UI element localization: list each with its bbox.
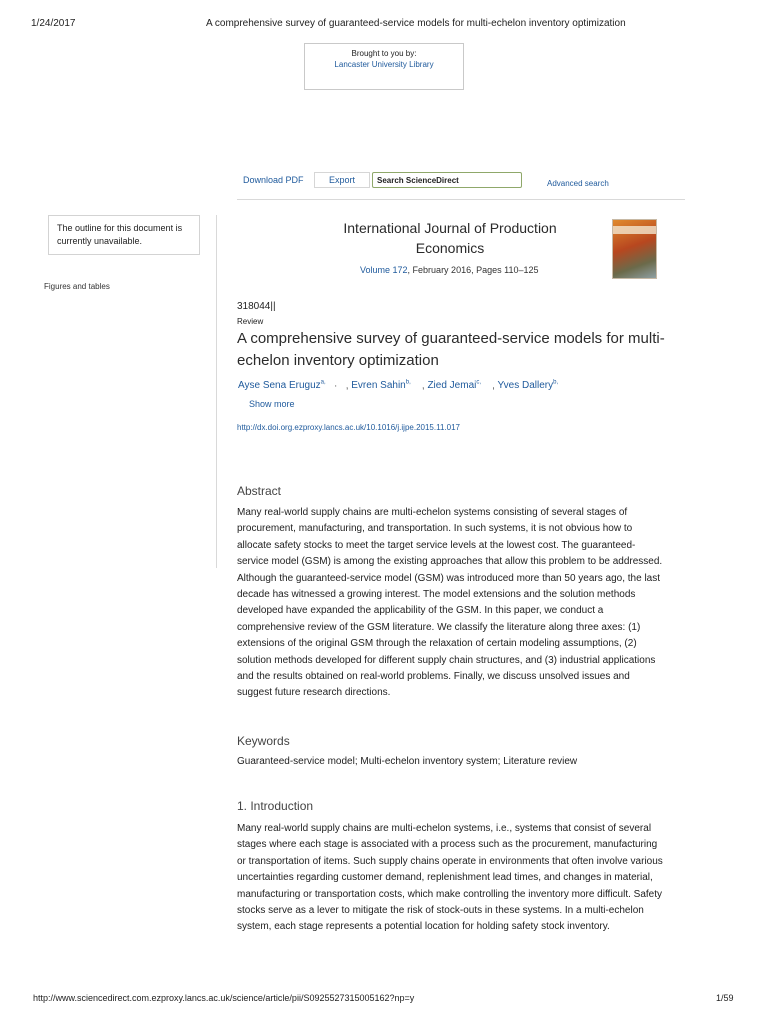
article-title: A comprehensive survey of guaranteed-service models for multi-echelon inventory optimization (237, 330, 665, 369)
article-type: Review (237, 317, 264, 326)
author-link[interactable]: Yves Dallery$^{b,}$ (497, 380, 559, 392)
introduction-text: Many real-world supply chains are multi-echelon systems, i.e., systems that consist of several stages where each stage is associated with a process such as the procurement, manufacturing or transportation of items. Such supply chains operate in environments that often involve various uncertainties regarding customer demand, replenishment lead times, and changes in material, manufacturing or transportation costs, which make controlling the inventory more difficult. Safety stocks serve as a lever to mitigate the risk of stock-outs in these systems. In a multi-echelon system, each stage represents a potential location for holding safety stock inventory. (237, 823, 663, 933)
figures-and-tables-tab[interactable]: Figures and tables (44, 282, 110, 291)
cover-title-band (613, 226, 656, 234)
author-separator: , (413, 380, 428, 392)
print-date: 1/24/2017 (31, 18, 76, 29)
print-url: http://www.sciencedirect.com.ezproxy.lancs.ac.uk/science/article/pii/S0925527315005162?np=y (33, 993, 415, 1003)
keywords-heading: Keywords (237, 734, 290, 748)
print-page-title: A comprehensive survey of guaranteed-service models for multi-echelon inventory optimization (206, 18, 626, 29)
article-code: 318044|| (237, 301, 276, 312)
keywords-text: Guaranteed-service model; Multi-echelon inventory system; Literature review (237, 756, 578, 767)
introduction-heading: 1. Introduction (237, 799, 314, 813)
abstract-heading: Abstract (237, 484, 282, 498)
header-divider (237, 199, 685, 200)
volume-details: , February 2016, Pages 110–125 (407, 265, 539, 275)
journal-cover-image[interactable] (612, 219, 657, 279)
author-link[interactable]: Evren Sahin$^{b,}$ (351, 380, 411, 392)
advanced-search-link[interactable]: Advanced search (547, 179, 609, 188)
volume-link[interactable]: Volume 172 (360, 265, 408, 275)
outline-message: The outline for this document is currently unavailable. (57, 223, 183, 246)
access-provider-box (304, 43, 464, 90)
author-link[interactable]: Ayse Sena Eruguz$^{a,}$ (238, 380, 326, 392)
outline-panel (48, 215, 200, 255)
print-page-number: 1/59 (716, 993, 734, 1003)
show-more-link[interactable]: Show more (249, 399, 295, 409)
journal-volume (360, 265, 538, 275)
abstract-text: Many real-world supply chains are multi-echelon systems consisting of several stages of procurement, manufacturing, and transportation. In such systems, it is not obvious how to allocate safety stocks to meet the target service levels at the lowest cost. The guaranteed-service model (GSM) is among the existing approaches that allow this problem to be addressed. Although the guaranteed-service model (GSM) was introduced more than 50 years ago, the last decade has witnessed a growing interest. The model extensions and the solution methods developed have expanded the applicability of the GSM. In this paper, we conduct a comprehensive review of the GSM literature. We classify the literature along three axes: (1) extensions of the original GSM through the relaxation of certain modeling assumptions, (2) solution methods developed for different supply chain structures, and (3) industrial applications and the results obtained on real-world problems. Finally, we discuss unsolved issues and suggest future research directions. (237, 507, 663, 699)
institution-link[interactable]: Lancaster University Library (334, 60, 434, 69)
search-input[interactable] (372, 172, 522, 188)
author-link[interactable]: Zied Jemai$^{c,}$ (427, 380, 482, 392)
author-separator: , (483, 380, 498, 392)
sidebar-divider (216, 215, 217, 568)
author-separator: · , (334, 380, 352, 392)
journal-title[interactable]: International Journal of Production Economics (343, 220, 557, 256)
download-pdf-link[interactable]: Download PDF (243, 175, 304, 185)
author-list (238, 380, 558, 391)
doi-link[interactable]: http://dx.doi.org.ezproxy.lancs.ac.uk/10.1016/j.ijpe.2015.11.017 (237, 423, 460, 432)
access-label: Brought to you by: (351, 49, 417, 58)
export-button[interactable]: Export (314, 172, 370, 188)
